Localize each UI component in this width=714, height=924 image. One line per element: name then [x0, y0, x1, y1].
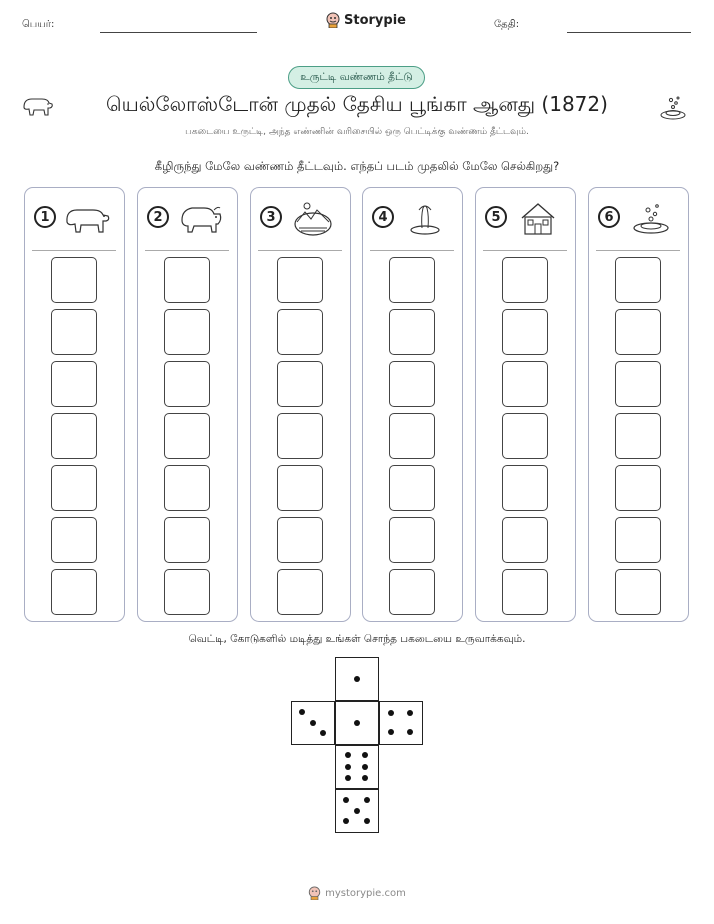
column-header [476, 188, 575, 250]
color-box[interactable] [277, 309, 323, 355]
color-box[interactable] [389, 517, 435, 563]
color-box[interactable] [164, 517, 210, 563]
color-box[interactable] [502, 309, 548, 355]
subtitle: பகடையை உருட்டி, அந்த எண்ணின் வரிசையில் ஒரு பெட்டிக்கு வண்ணம் தீட்டவும். [185, 127, 529, 137]
color-box[interactable] [277, 465, 323, 511]
die-pip [364, 797, 370, 803]
color-box[interactable] [164, 465, 210, 511]
date-label: தேதி: [494, 19, 520, 30]
color-box[interactable] [164, 309, 210, 355]
color-box[interactable] [615, 465, 661, 511]
page-title: யெல்லோஸ்டோன் முதல் தேசிய பூங்கா ஆனது (1872) [106, 92, 608, 116]
die-face-6 [335, 745, 379, 789]
die-pip [343, 818, 349, 824]
die-pip [345, 764, 351, 770]
column-number: 5 [485, 206, 507, 228]
die-face-1 [335, 701, 379, 745]
color-box[interactable] [277, 517, 323, 563]
column-number: 1 [34, 206, 56, 228]
column-divider [483, 250, 567, 251]
die-pip [388, 710, 394, 716]
storypie-logo-icon [308, 886, 321, 900]
column-number: 4 [372, 206, 394, 228]
column-header [138, 188, 237, 250]
color-box[interactable] [389, 361, 435, 407]
color-box[interactable] [51, 257, 97, 303]
footer-url[interactable]: mystorypie.com [325, 887, 406, 899]
color-box[interactable] [615, 517, 661, 563]
name-label: பெயர்: [22, 19, 55, 30]
color-box[interactable] [615, 257, 661, 303]
die-pip [362, 752, 368, 758]
color-box[interactable] [51, 517, 97, 563]
die-pip [362, 775, 368, 781]
column-header [251, 188, 350, 250]
column-divider [145, 250, 229, 251]
die-pip [407, 710, 413, 716]
column-3 [250, 187, 351, 622]
color-box[interactable] [164, 569, 210, 615]
color-box[interactable] [51, 361, 97, 407]
die-pip [362, 764, 368, 770]
mud-pot-icon [627, 200, 675, 236]
color-box[interactable] [389, 309, 435, 355]
die-face-1 [335, 657, 379, 701]
column-header [25, 188, 124, 250]
bear-icon [20, 93, 54, 119]
color-box[interactable] [615, 309, 661, 355]
color-box[interactable] [389, 413, 435, 459]
geyser-icon [401, 200, 449, 236]
die-pip [354, 808, 360, 814]
die-pip [345, 752, 351, 758]
column-4 [362, 187, 463, 622]
brand-name: Storypie [344, 12, 406, 28]
color-box[interactable] [615, 361, 661, 407]
color-box[interactable] [389, 465, 435, 511]
column-divider [32, 250, 116, 251]
color-box[interactable] [51, 309, 97, 355]
color-box[interactable] [277, 257, 323, 303]
color-box[interactable] [389, 257, 435, 303]
footer [0, 886, 714, 900]
die-face-5 [335, 789, 379, 833]
activity-badge: உருட்டி வண்ணம் தீட்டு [288, 66, 425, 89]
cut-instruction: வெட்டி, கோடுகளில் மடித்து உங்கள் சொந்த பகடையை உருவாக்கவும். [188, 633, 526, 645]
die-pip [364, 818, 370, 824]
color-box[interactable] [502, 257, 548, 303]
color-box[interactable] [502, 569, 548, 615]
color-box[interactable] [277, 361, 323, 407]
column-divider [596, 250, 680, 251]
color-box[interactable] [502, 465, 548, 511]
column-2 [137, 187, 238, 622]
column-number: 2 [147, 206, 169, 228]
die-pip [310, 720, 316, 726]
color-box[interactable] [615, 569, 661, 615]
die-pip [345, 775, 351, 781]
color-box[interactable] [164, 413, 210, 459]
column-number: 3 [260, 206, 282, 228]
date-line[interactable] [567, 32, 691, 33]
house-icon [514, 200, 562, 236]
color-box[interactable] [277, 569, 323, 615]
column-divider [370, 250, 454, 251]
color-box[interactable] [502, 413, 548, 459]
color-box[interactable] [51, 413, 97, 459]
column-6 [588, 187, 689, 622]
color-box[interactable] [51, 569, 97, 615]
bison-icon [176, 200, 224, 236]
color-box[interactable] [502, 517, 548, 563]
bear-icon [63, 200, 111, 236]
color-box[interactable] [164, 257, 210, 303]
color-box[interactable] [389, 569, 435, 615]
die-pip [388, 729, 394, 735]
instruction-text: கீழிருந்து மேலே வண்ணம் தீட்டவும். எந்தப் படம் முதலில் மேலே செல்கிறது? [154, 159, 560, 173]
die-pip [354, 676, 360, 682]
die-pip [320, 730, 326, 736]
die-face-4 [379, 701, 423, 745]
column-5 [475, 187, 576, 622]
die-pip [299, 709, 305, 715]
column-number: 6 [598, 206, 620, 228]
column-header [363, 188, 462, 250]
name-line[interactable] [100, 32, 257, 33]
color-box[interactable] [502, 361, 548, 407]
color-box[interactable] [615, 413, 661, 459]
color-box[interactable] [164, 361, 210, 407]
column-divider [258, 250, 342, 251]
brand-logo [326, 12, 406, 28]
die-pip [343, 797, 349, 803]
die-pip [354, 720, 360, 726]
die-face-3 [291, 701, 335, 745]
column-1 [24, 187, 125, 622]
color-box[interactable] [51, 465, 97, 511]
column-header [589, 188, 688, 250]
storypie-logo-icon [326, 12, 340, 28]
mud-pot-icon [658, 95, 688, 121]
color-box[interactable] [277, 413, 323, 459]
landscape-icon [289, 200, 337, 236]
die-pip [407, 729, 413, 735]
